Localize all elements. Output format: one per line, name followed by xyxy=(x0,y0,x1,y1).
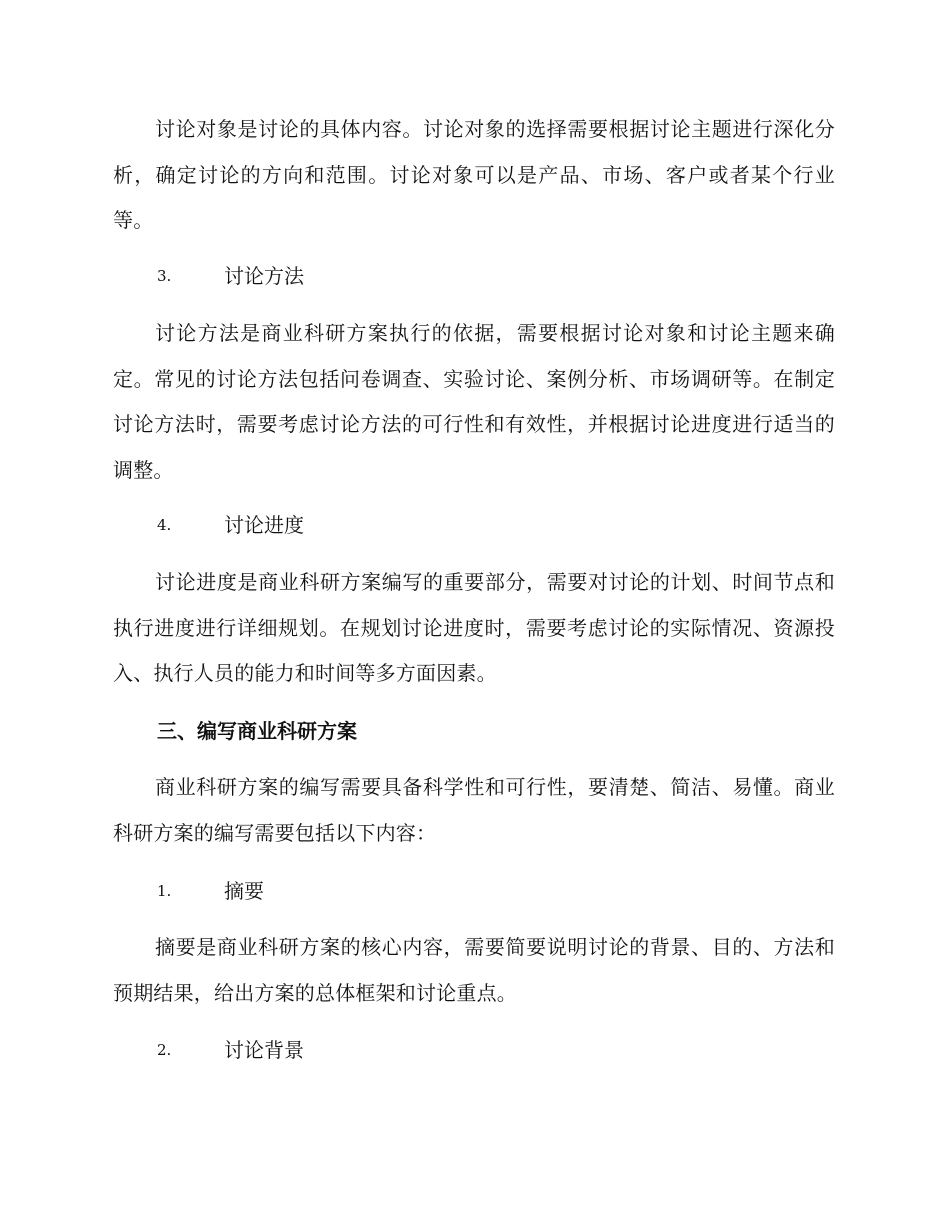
list-item-number: 1. xyxy=(157,882,172,900)
list-item-number: 2. xyxy=(157,1041,172,1059)
list-item-label: 讨论进度 xyxy=(224,513,304,537)
section-heading: 三、编写商业科研方案 xyxy=(157,719,357,743)
paragraph-writing-plan: 商业科研方案的编写需要具备科学性和可行性，要清楚、简洁、易懂。商业科研方案的编写需要包括以下内容： xyxy=(113,775,835,845)
paragraph-abstract: 摘要是商业科研方案的核心内容，需要简要说明讨论的背景、目的、方法和预期结果，给出方案的总体框架和讨论重点。 xyxy=(113,935,835,1005)
list-item-label: 讨论方法 xyxy=(224,264,304,288)
paragraph-discussion-object: 讨论对象是讨论的具体内容。讨论对象的选择需要根据讨论主题进行深化分析，确定讨论的方向和范围。讨论对象可以是产品、市场、客户或者某个行业等。 xyxy=(113,117,835,232)
list-item-label: 讨论背景 xyxy=(224,1038,304,1062)
paragraph-discussion-progress: 讨论进度是商业科研方案编写的重要部分，需要对讨论的计划、时间节点和执行进度进行详细规划。在规划讨论进度时，需要考虑讨论的实际情况、资源投入、执行人员的能力和时间等多方面因素。 xyxy=(113,570,835,685)
list-item-number: 4. xyxy=(157,516,172,534)
paragraph-discussion-method: 讨论方法是商业科研方案执行的依据，需要根据讨论对象和讨论主题来确定。常见的讨论方法包括问卷调查、实验讨论、案例分析、市场调研等。在制定讨论方法时，需要考虑讨论方法的可行性和有效性，并根据讨论进度进行适当的调整。 xyxy=(113,321,835,482)
list-item-number: 3. xyxy=(157,267,172,285)
list-item-label: 摘要 xyxy=(224,879,264,903)
